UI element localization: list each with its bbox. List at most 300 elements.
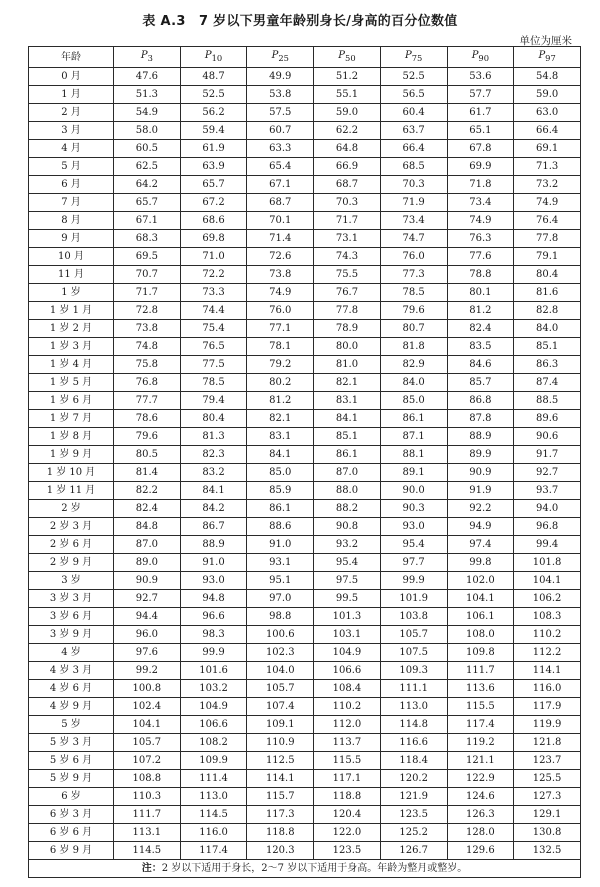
value-cell: 70.3 [380,176,447,194]
value-cell: 53.6 [447,68,514,86]
age-cell: 6 岁 [29,788,114,806]
value-cell: 82.1 [247,410,314,428]
value-cell: 89.9 [447,446,514,464]
value-cell: 129.6 [447,842,514,860]
table-row [29,122,581,140]
value-cell: 117.4 [180,842,247,860]
value-cell: 113.0 [380,698,447,716]
value-cell: 114.5 [114,842,181,860]
percentile-subscript: 3 [147,53,153,63]
value-cell: 90.9 [447,464,514,482]
value-cell: 60.5 [114,140,181,158]
value-cell: 104.1 [447,590,514,608]
value-cell: 117.9 [514,698,581,716]
value-cell: 113.0 [180,788,247,806]
age-cell: 2 岁 6 月 [29,536,114,554]
value-cell: 63.0 [514,104,581,122]
value-cell: 120.4 [314,806,381,824]
value-cell: 108.2 [180,734,247,752]
percentile-subscript: 90 [478,53,490,63]
value-cell: 84.8 [114,518,181,536]
age-cell: 9 月 [29,230,114,248]
value-cell: 102.3 [247,644,314,662]
value-cell: 86.7 [180,518,247,536]
value-cell: 113.7 [314,734,381,752]
value-cell: 114.5 [180,806,247,824]
note-label: 注： [141,863,162,874]
value-cell: 101.9 [380,590,447,608]
value-cell: 62.5 [114,158,181,176]
value-cell: 71.3 [514,158,581,176]
value-cell: 96.8 [514,518,581,536]
value-cell: 103.2 [180,680,247,698]
value-cell: 96.0 [114,626,181,644]
age-cell: 5 岁 6 月 [29,752,114,770]
value-cell: 105.7 [380,626,447,644]
value-cell: 84.1 [247,446,314,464]
value-cell: 113.6 [447,680,514,698]
value-cell: 76.3 [447,230,514,248]
age-cell: 3 岁 9 月 [29,626,114,644]
age-cell: 6 月 [29,176,114,194]
value-cell: 107.4 [247,698,314,716]
table-row [29,374,581,392]
value-cell: 89.0 [114,554,181,572]
value-cell: 103.8 [380,608,447,626]
value-cell: 121.1 [447,752,514,770]
value-cell: 94.8 [180,590,247,608]
value-cell: 80.4 [180,410,247,428]
percentile-subscript: 50 [345,53,356,63]
age-cell: 1 岁 11 月 [29,482,114,500]
value-cell: 102.0 [447,572,514,590]
table-row [29,266,581,284]
value-cell: 111.1 [380,680,447,698]
value-cell: 80.5 [114,446,181,464]
value-cell: 82.3 [180,446,247,464]
table-row [29,788,581,806]
value-cell: 99.8 [447,554,514,572]
age-cell: 4 岁 9 月 [29,698,114,716]
value-cell: 114.1 [514,662,581,680]
value-cell: 125.2 [380,824,447,842]
value-cell: 52.5 [180,86,247,104]
value-cell: 116.0 [514,680,581,698]
header-percentile [447,47,514,68]
value-cell: 66.4 [380,140,447,158]
value-cell: 79.6 [380,302,447,320]
value-cell: 64.8 [314,140,381,158]
table-row [29,212,581,230]
value-cell: 115.5 [447,698,514,716]
value-cell: 71.7 [314,212,381,230]
value-cell: 99.2 [114,662,181,680]
value-cell: 109.3 [380,662,447,680]
value-cell: 86.1 [380,410,447,428]
value-cell: 118.8 [314,788,381,806]
value-cell: 126.3 [447,806,514,824]
value-cell: 95.4 [380,536,447,554]
value-cell: 71.0 [180,248,247,266]
value-cell: 69.1 [514,140,581,158]
value-cell: 79.1 [514,248,581,266]
value-cell: 117.3 [247,806,314,824]
value-cell: 104.1 [114,716,181,734]
age-cell: 3 月 [29,122,114,140]
age-cell: 4 岁 [29,644,114,662]
value-cell: 63.7 [380,122,447,140]
value-cell: 88.9 [180,536,247,554]
table-row [29,734,581,752]
value-cell: 82.9 [380,356,447,374]
age-cell: 1 岁 2 月 [29,320,114,338]
value-cell: 101.6 [180,662,247,680]
value-cell: 59.4 [180,122,247,140]
value-cell: 60.4 [380,104,447,122]
value-cell: 87.8 [447,410,514,428]
table-row [29,104,581,122]
value-cell: 91.9 [447,482,514,500]
table-row [29,338,581,356]
value-cell: 88.2 [314,500,381,518]
table-note-row [29,860,581,878]
value-cell: 104.0 [247,662,314,680]
value-cell: 108.4 [314,680,381,698]
value-cell: 59.0 [514,86,581,104]
value-cell: 76.0 [380,248,447,266]
value-cell: 67.1 [114,212,181,230]
value-cell: 115.5 [314,752,381,770]
value-cell: 84.1 [314,410,381,428]
value-cell: 77.8 [514,230,581,248]
value-cell: 82.1 [314,374,381,392]
value-cell: 118.4 [380,752,447,770]
value-cell: 74.8 [114,338,181,356]
value-cell: 72.2 [180,266,247,284]
value-cell: 76.0 [247,302,314,320]
value-cell: 125.5 [514,770,581,788]
value-cell: 123.5 [314,842,381,860]
value-cell: 77.1 [247,320,314,338]
value-cell: 80.4 [514,266,581,284]
value-cell: 79.2 [247,356,314,374]
value-cell: 73.1 [314,230,381,248]
value-cell: 63.9 [180,158,247,176]
value-cell: 60.7 [247,122,314,140]
age-cell: 1 岁 6 月 [29,392,114,410]
value-cell: 111.7 [447,662,514,680]
value-cell: 94.4 [114,608,181,626]
value-cell: 93.0 [380,518,447,536]
value-cell: 74.4 [180,302,247,320]
value-cell: 110.9 [247,734,314,752]
table-row [29,464,581,482]
value-cell: 83.2 [180,464,247,482]
table-row [29,626,581,644]
percentile-symbol: P [204,50,212,61]
value-cell: 93.0 [180,572,247,590]
value-cell: 118.8 [247,824,314,842]
value-cell: 107.2 [114,752,181,770]
value-cell: 90.6 [514,428,581,446]
value-cell: 97.0 [247,590,314,608]
value-cell: 90.0 [380,482,447,500]
value-cell: 88.1 [380,446,447,464]
value-cell: 59.0 [314,104,381,122]
percentile-subscript: 97 [545,53,556,63]
value-cell: 85.0 [380,392,447,410]
value-cell: 74.9 [514,194,581,212]
value-cell: 76.5 [180,338,247,356]
value-cell: 68.6 [180,212,247,230]
value-cell: 86.1 [314,446,381,464]
age-cell: 1 岁 [29,284,114,302]
table-row [29,284,581,302]
value-cell: 100.6 [247,626,314,644]
value-cell: 93.1 [247,554,314,572]
header-percentile [180,47,247,68]
value-cell: 101.3 [314,608,381,626]
value-cell: 112.0 [314,716,381,734]
age-cell: 8 月 [29,212,114,230]
value-cell: 67.8 [447,140,514,158]
value-cell: 108.8 [114,770,181,788]
value-cell: 85.9 [247,482,314,500]
header-percentile [314,47,381,68]
value-cell: 85.7 [447,374,514,392]
value-cell: 109.8 [447,644,514,662]
table-row [29,428,581,446]
value-cell: 84.6 [447,356,514,374]
value-cell: 68.7 [247,194,314,212]
value-cell: 115.7 [247,788,314,806]
percentile-table [28,46,581,878]
value-cell: 107.5 [380,644,447,662]
value-cell: 94.0 [514,500,581,518]
table-row [29,716,581,734]
header-label: 年龄 [61,51,81,63]
value-cell: 87.0 [314,464,381,482]
value-cell: 83.1 [314,392,381,410]
value-cell: 61.9 [180,140,247,158]
value-cell: 110.3 [114,788,181,806]
value-cell: 81.2 [247,392,314,410]
value-cell: 74.9 [247,284,314,302]
value-cell: 69.8 [180,230,247,248]
table-row [29,590,581,608]
value-cell: 88.6 [247,518,314,536]
value-cell: 102.4 [114,698,181,716]
value-cell: 83.5 [447,338,514,356]
value-cell: 73.4 [447,194,514,212]
table-row [29,140,581,158]
table-row [29,536,581,554]
value-cell: 86.3 [514,356,581,374]
value-cell: 132.5 [514,842,581,860]
table-row [29,392,581,410]
percentile-subscript: 10 [211,53,223,63]
percentile-symbol: P [338,50,346,61]
age-cell: 3 岁 6 月 [29,608,114,626]
value-cell: 90.8 [314,518,381,536]
value-cell: 78.5 [180,374,247,392]
table-row [29,230,581,248]
value-cell: 53.8 [247,86,314,104]
value-cell: 89.1 [380,464,447,482]
value-cell: 64.2 [114,176,181,194]
value-cell: 82.2 [114,482,181,500]
value-cell: 86.1 [247,500,314,518]
age-cell: 4 岁 3 月 [29,662,114,680]
value-cell: 55.1 [314,86,381,104]
header-percentile [380,47,447,68]
percentile-subscript: 75 [411,53,423,63]
value-cell: 71.9 [380,194,447,212]
value-cell: 80.1 [447,284,514,302]
value-cell: 48.7 [180,68,247,86]
value-cell: 83.1 [247,428,314,446]
percentile-symbol: P [538,50,546,61]
value-cell: 73.8 [114,320,181,338]
value-cell: 81.2 [447,302,514,320]
percentile-symbol: P [471,50,479,61]
value-cell: 51.3 [114,86,181,104]
value-cell: 79.4 [180,392,247,410]
value-cell: 114.1 [247,770,314,788]
value-cell: 65.7 [180,176,247,194]
age-cell: 1 岁 8 月 [29,428,114,446]
percentile-symbol: P [140,50,148,61]
value-cell: 85.0 [247,464,314,482]
value-cell: 76.7 [314,284,381,302]
header-percentile [514,47,581,68]
percentile-subscript: 25 [278,53,289,63]
value-cell: 120.3 [247,842,314,860]
value-cell: 74.7 [380,230,447,248]
value-cell: 99.9 [180,644,247,662]
value-cell: 78.9 [314,320,381,338]
age-cell: 1 岁 3 月 [29,338,114,356]
age-cell: 10 月 [29,248,114,266]
value-cell: 82.4 [114,500,181,518]
table-row [29,248,581,266]
value-cell: 81.6 [514,284,581,302]
value-cell: 126.7 [380,842,447,860]
value-cell: 70.7 [114,266,181,284]
table-row [29,410,581,428]
value-cell: 80.2 [247,374,314,392]
value-cell: 94.9 [447,518,514,536]
percentile-symbol: P [404,50,412,61]
value-cell: 91.0 [247,536,314,554]
table-row [29,86,581,104]
value-cell: 75.5 [314,266,381,284]
value-cell: 82.8 [514,302,581,320]
value-cell: 129.1 [514,806,581,824]
value-cell: 104.9 [314,644,381,662]
value-cell: 93.7 [514,482,581,500]
value-cell: 123.7 [514,752,581,770]
table-row [29,158,581,176]
value-cell: 78.5 [380,284,447,302]
table-row [29,644,581,662]
value-cell: 128.0 [447,824,514,842]
value-cell: 104.1 [514,572,581,590]
value-cell: 74.9 [447,212,514,230]
value-cell: 78.8 [447,266,514,284]
age-cell: 1 岁 10 月 [29,464,114,482]
value-cell: 95.1 [247,572,314,590]
value-cell: 104.9 [180,698,247,716]
value-cell: 122.9 [447,770,514,788]
table-row [29,680,581,698]
value-cell: 65.4 [247,158,314,176]
value-cell: 77.6 [447,248,514,266]
value-cell: 98.8 [247,608,314,626]
value-cell: 88.5 [514,392,581,410]
age-cell: 1 岁 5 月 [29,374,114,392]
value-cell: 78.6 [114,410,181,428]
value-cell: 114.8 [380,716,447,734]
value-cell: 108.0 [447,626,514,644]
age-cell: 0 月 [29,68,114,86]
value-cell: 77.8 [314,302,381,320]
age-cell: 3 岁 3 月 [29,590,114,608]
age-cell: 1 岁 7 月 [29,410,114,428]
age-cell: 4 岁 6 月 [29,680,114,698]
value-cell: 127.3 [514,788,581,806]
value-cell: 84.0 [380,374,447,392]
value-cell: 105.7 [114,734,181,752]
value-cell: 56.2 [180,104,247,122]
value-cell: 73.3 [180,284,247,302]
value-cell: 95.4 [314,554,381,572]
table-row [29,320,581,338]
value-cell: 75.4 [180,320,247,338]
value-cell: 87.4 [514,374,581,392]
table-header-row [29,47,581,68]
value-cell: 110.2 [514,626,581,644]
value-cell: 77.3 [380,266,447,284]
age-cell: 11 月 [29,266,114,284]
value-cell: 88.9 [447,428,514,446]
value-cell: 65.7 [114,194,181,212]
value-cell: 93.2 [314,536,381,554]
age-cell: 6 岁 6 月 [29,824,114,842]
value-cell: 87.0 [114,536,181,554]
value-cell: 75.8 [114,356,181,374]
value-cell: 106.1 [447,608,514,626]
value-cell: 97.7 [380,554,447,572]
value-cell: 99.5 [314,590,381,608]
value-cell: 119.2 [447,734,514,752]
age-cell: 2 岁 [29,500,114,518]
value-cell: 121.8 [514,734,581,752]
value-cell: 124.6 [447,788,514,806]
percentile-symbol: P [271,50,279,61]
value-cell: 89.6 [514,410,581,428]
value-cell: 72.8 [114,302,181,320]
value-cell: 110.2 [314,698,381,716]
value-cell: 111.7 [114,806,181,824]
age-cell: 2 岁 9 月 [29,554,114,572]
value-cell: 73.4 [380,212,447,230]
value-cell: 122.0 [314,824,381,842]
value-cell: 68.3 [114,230,181,248]
value-cell: 120.2 [380,770,447,788]
value-cell: 58.0 [114,122,181,140]
value-cell: 99.9 [380,572,447,590]
